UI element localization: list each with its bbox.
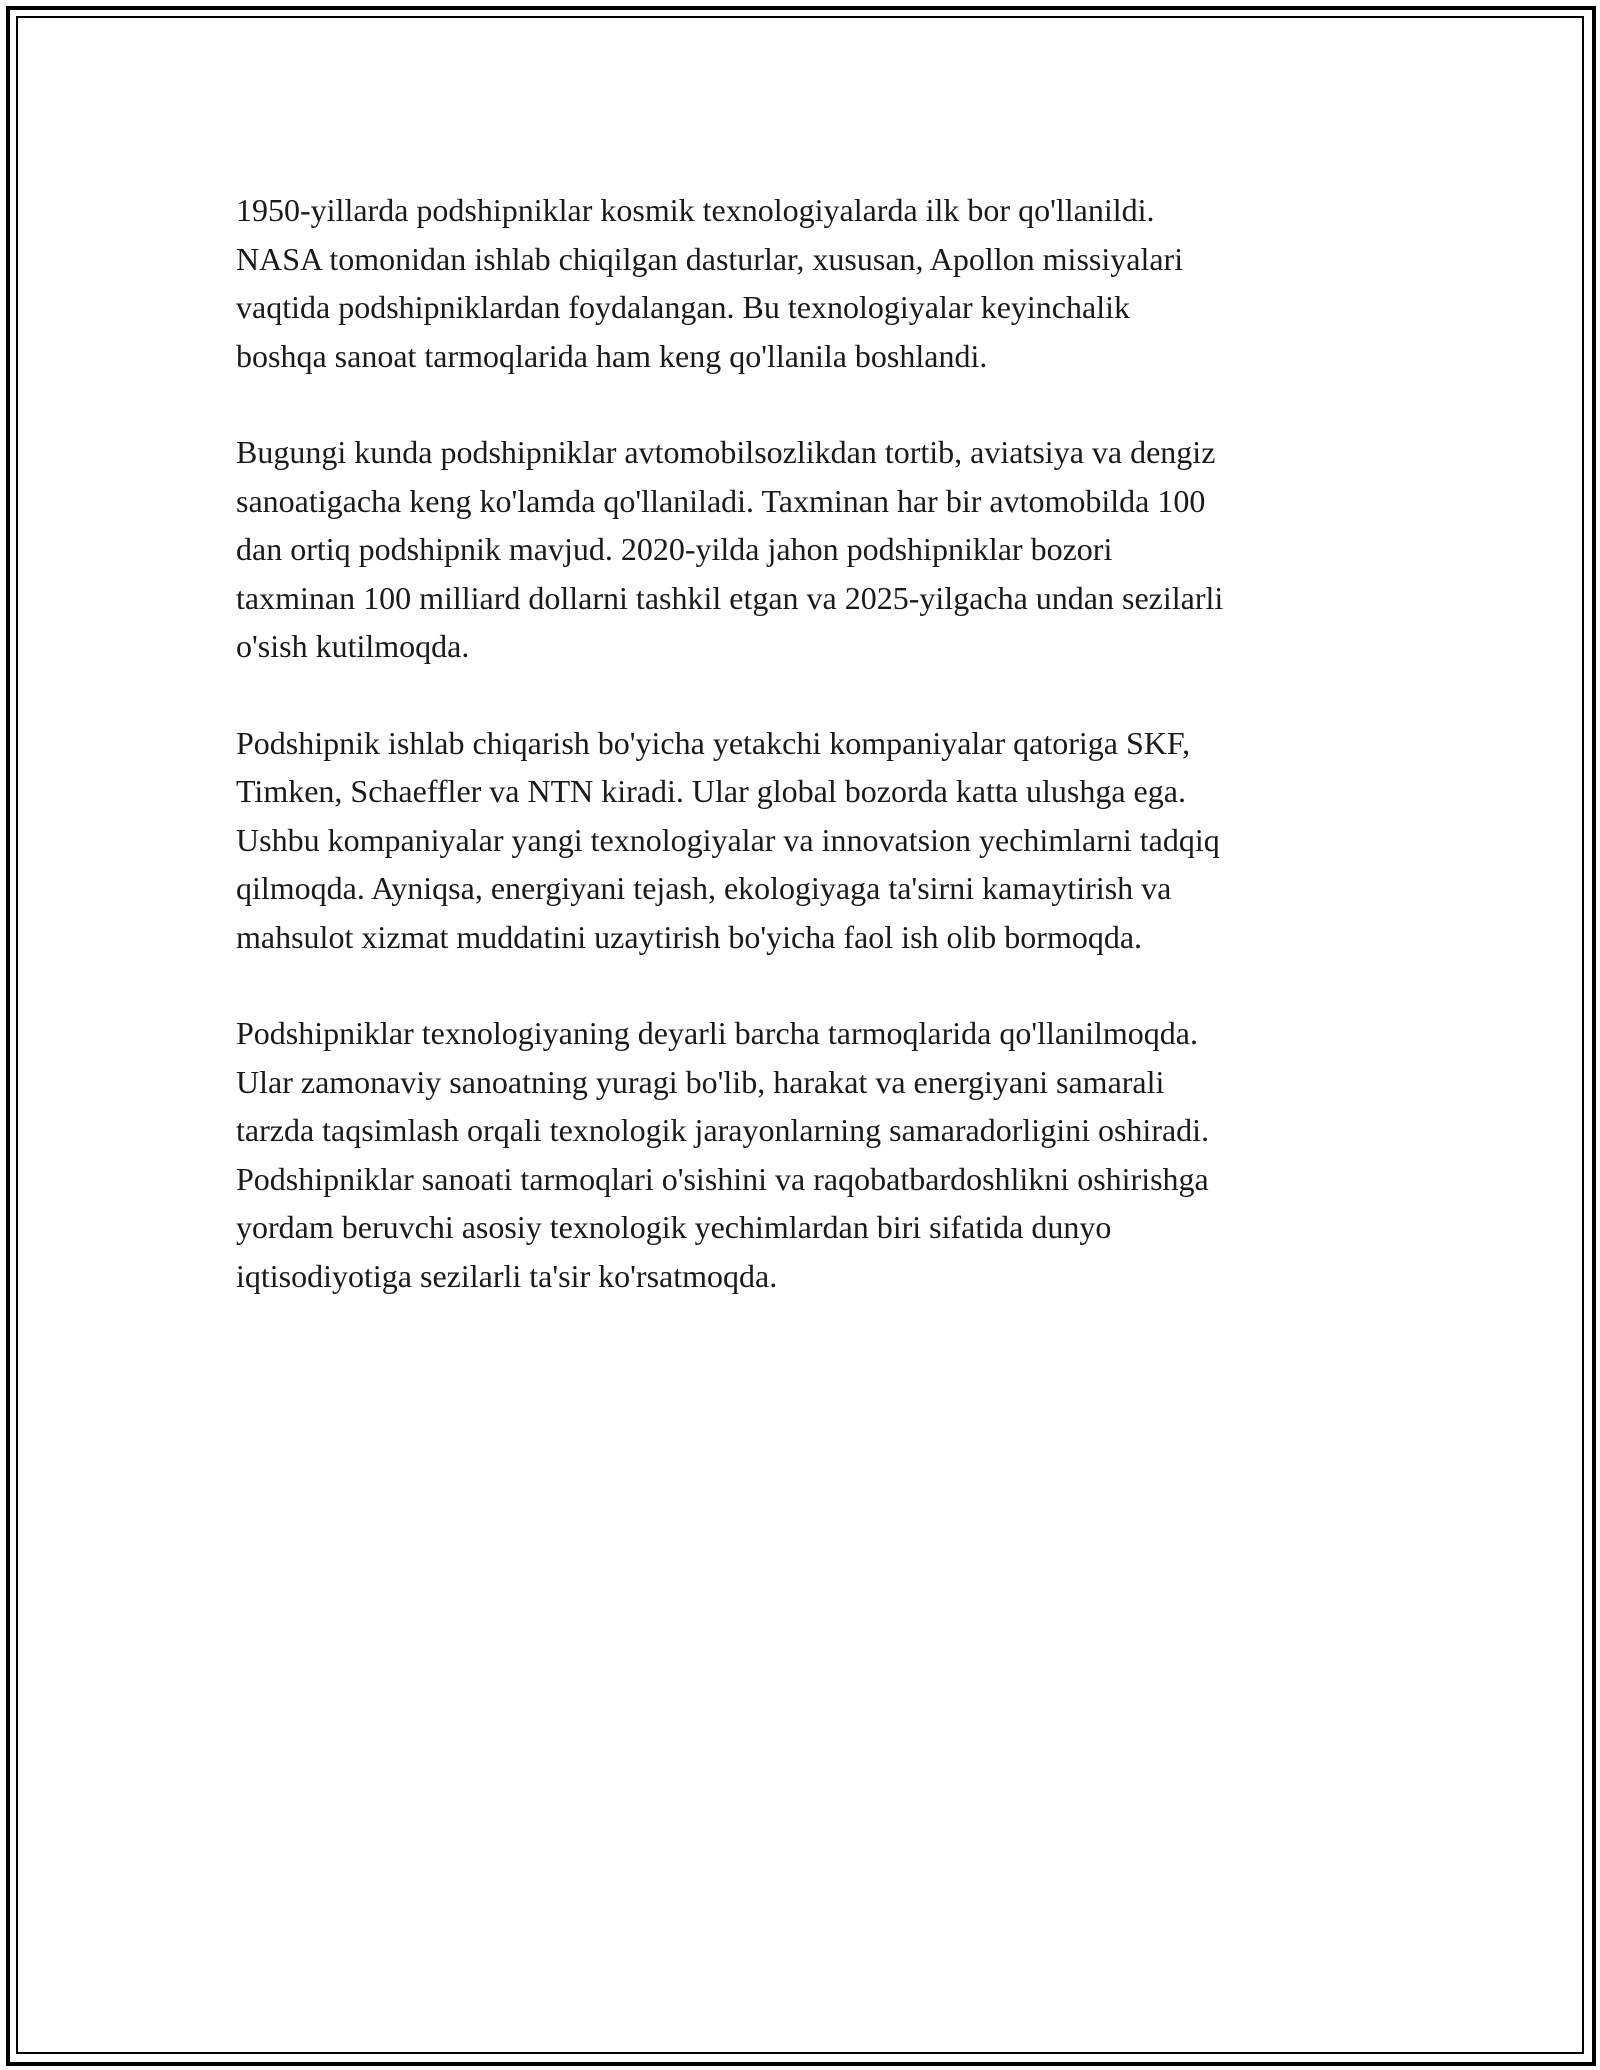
paragraph-line: Bugungi kunda podshipniklar avtomobilsozlikdan tortib, aviatsiya va dengiz	[236, 434, 1216, 470]
paragraph-3	[236, 719, 1396, 962]
paragraph-line: Podshipnik ishlab chiqarish bo'yicha yetakchi kompaniyalar qatoriga SKF,	[236, 724, 1191, 761]
paragraph-line: Podshipniklar sanoati tarmoqlari o'sishini va raqobatbardoshlikni oshirishga	[236, 1160, 1209, 1197]
paragraph-line: Ushbu kompaniyalar yangi texnologiyalar va innovatsion yechimlarni tadqiq	[236, 821, 1220, 858]
paragraph-line: mahsulot xizmat muddatini uzaytirish bo'yicha faol ish olib bormoqda.	[236, 918, 1143, 955]
paragraph-line: iqtisodiyotiga sezilarli ta'sir ko'rsatmoqda.	[236, 1257, 778, 1294]
paragraph-line: boshqa sanoat tarmoqlarida ham keng qo'llanila boshlandi.	[236, 337, 988, 374]
paragraph-line: o'sish kutilmoqda.	[236, 628, 470, 664]
paragraph-4	[236, 1009, 1396, 1300]
paragraph-line: NASA tomonidan ishlab chiqilgan dasturlar, xususan, Apollon missiyalari	[236, 240, 1184, 277]
paragraph-1	[236, 186, 1396, 380]
paragraph-line: yordam beruvchi asosiy texnologik yechimlardan biri sifatida dunyo	[236, 1209, 1112, 1245]
paragraph-line: tarzda taqsimlash orqali texnologik jarayonlarning samaradorligini oshiradi.	[236, 1112, 1210, 1148]
paragraph-line: taxminan 100 milliard dollarni tashkil etgan va 2025-yilgacha undan sezilarli	[236, 579, 1224, 616]
document-body	[236, 186, 1396, 1348]
paragraph-line: dan ortiq podshipnik mavjud. 2020-yilda jahon podshipniklar bozori	[236, 531, 1113, 567]
paragraph-line: Timken, Schaeffler va NTN kiradi. Ular global bozorda katta ulushga ega.	[236, 773, 1186, 809]
paragraph-line: Podshipniklar texnologiyaning deyarli barcha tarmoqlarida qo'llanilmoqda.	[236, 1015, 1198, 1051]
paragraph-line: qilmoqda. Ayniqsa, energiyani tejash, ekologiyaga ta'sirni kamaytirish va	[236, 870, 1172, 906]
paragraph-line: 1950-yillarda podshipniklar kosmik texnologiyalarda ilk bor qo'llanildi.	[236, 192, 1155, 228]
paragraph-2	[236, 428, 1396, 671]
paragraph-line: Ular zamonaviy sanoatning yuragi bo'lib, harakat va energiyani samarali	[236, 1063, 1165, 1100]
paragraph-line: sanoatigacha keng ko'lamda qo'llaniladi. Taxminan har bir avtomobilda 100	[236, 482, 1206, 519]
paragraph-line: vaqtida podshipniklardan foydalangan. Bu texnologiyalar keyinchalik	[236, 289, 1130, 325]
